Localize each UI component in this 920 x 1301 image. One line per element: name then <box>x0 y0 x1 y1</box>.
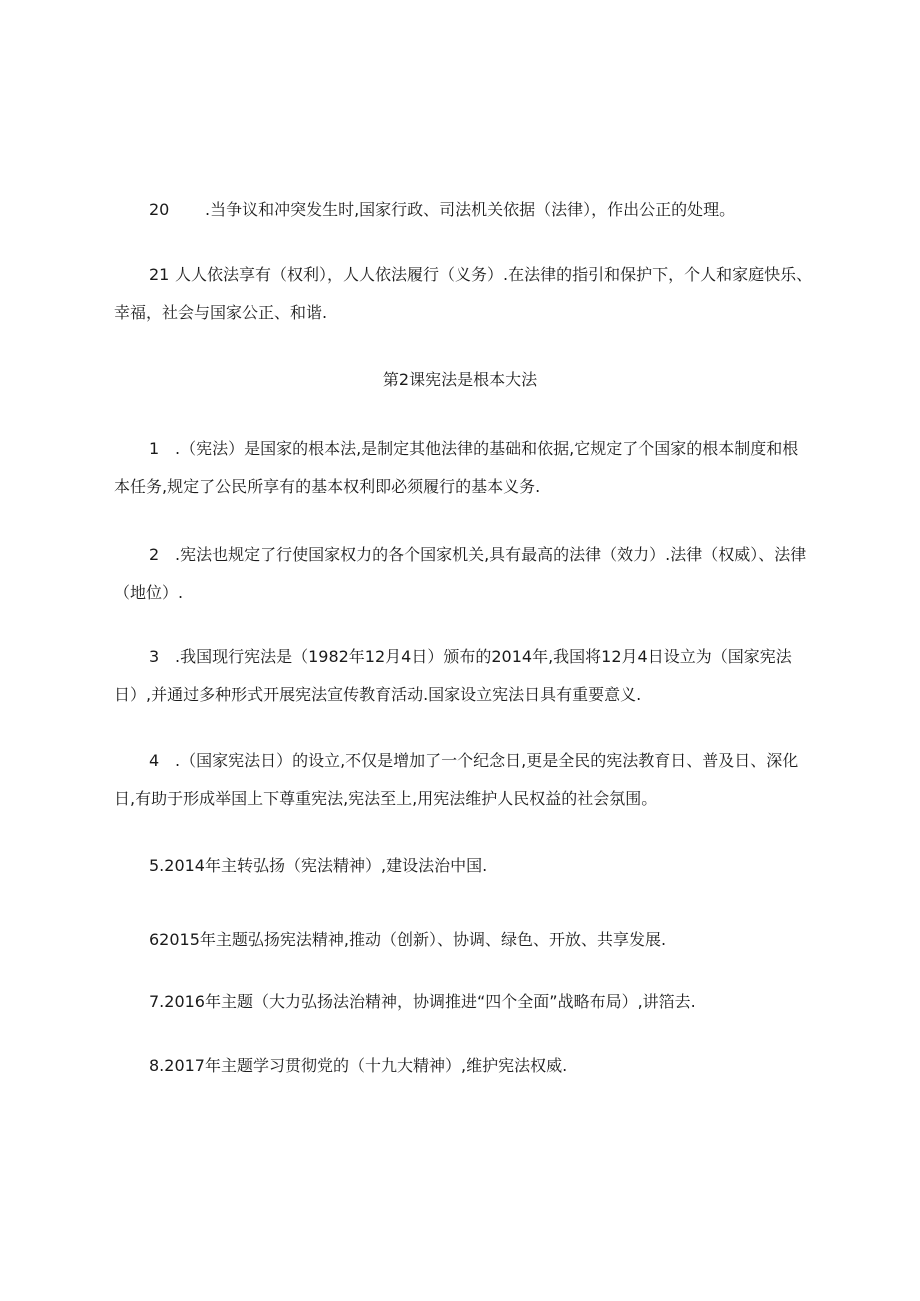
paragraph-text: 人人依法享有（权利），人人依法履行（义务）.在法律的指引和保护下，个人和家庭快乐、幸福，社会与国家公正、和谐. <box>114 265 813 322</box>
paragraph-text: .宪法也规定了行使国家权力的各个国家机关,具有最高的法律（效力）.法律（权威）、法律（地位）. <box>114 545 807 602</box>
paragraph-text: 5.2014年主转弘扬（宪法精神）,建设法治中国. <box>149 856 488 875</box>
paragraph-text: .当争议和冲突发生时,国家行政、司法机关依据（法律），作出公正的处理。 <box>205 200 736 219</box>
paragraph-text: 7.2016年主题（大力弘扬法治精神，协调推进“四个全面”战略布局）,讲箔去. <box>149 992 696 1011</box>
paragraph-text: .（国家宪法日）的设立,不仅是增加了一个纪念日,更是全民的宪法教育日、普及日、深化日,有助于形成举国上下尊重宪法,宪法至上,用宪法维护人民权益的社会氛围。 <box>114 751 799 808</box>
paragraph-4 <box>114 742 814 818</box>
item-number: 3 <box>149 647 160 666</box>
paragraph-text: .（宪法）是国家的根本法,是制定其他法律的基础和依据,它规定了个国家的根本制度和根本任务,规定了公民所享有的基本权利即必须履行的基本义务. <box>114 439 799 496</box>
item-number: 1 <box>149 439 160 458</box>
item-number: 4 <box>149 751 160 770</box>
paragraph-3 <box>114 638 814 714</box>
paragraph-6 <box>114 926 814 954</box>
paragraph-7 <box>114 988 814 1016</box>
paragraph-21 <box>114 256 814 332</box>
item-number: 20 <box>149 200 170 219</box>
item-number: 2 <box>149 545 160 564</box>
paragraph-text: 62015年主题弘扬宪法精神,推动（创新）、协调、绿色、开放、共享发展. <box>149 930 667 949</box>
paragraph-text: 8.2017年主题学习贯彻党的（十九大精神）,维护宪法权威. <box>149 1056 568 1075</box>
paragraph-1 <box>114 430 814 506</box>
item-number: 21 <box>149 265 170 284</box>
paragraph-text: .我国现行宪法是（1982年12月4日）颁布的2014年,我国将12月4日设立为（国家宪法日）,并通过多种形式开展宪法宣传教育活动.国家设立宪法日具有重要意义. <box>114 647 792 704</box>
paragraph-5 <box>114 852 814 880</box>
paragraph-20 <box>114 196 814 224</box>
paragraph-8 <box>114 1052 814 1080</box>
paragraph-2 <box>114 536 814 612</box>
section-title: 第2课宪法是根本大法 <box>382 370 538 389</box>
